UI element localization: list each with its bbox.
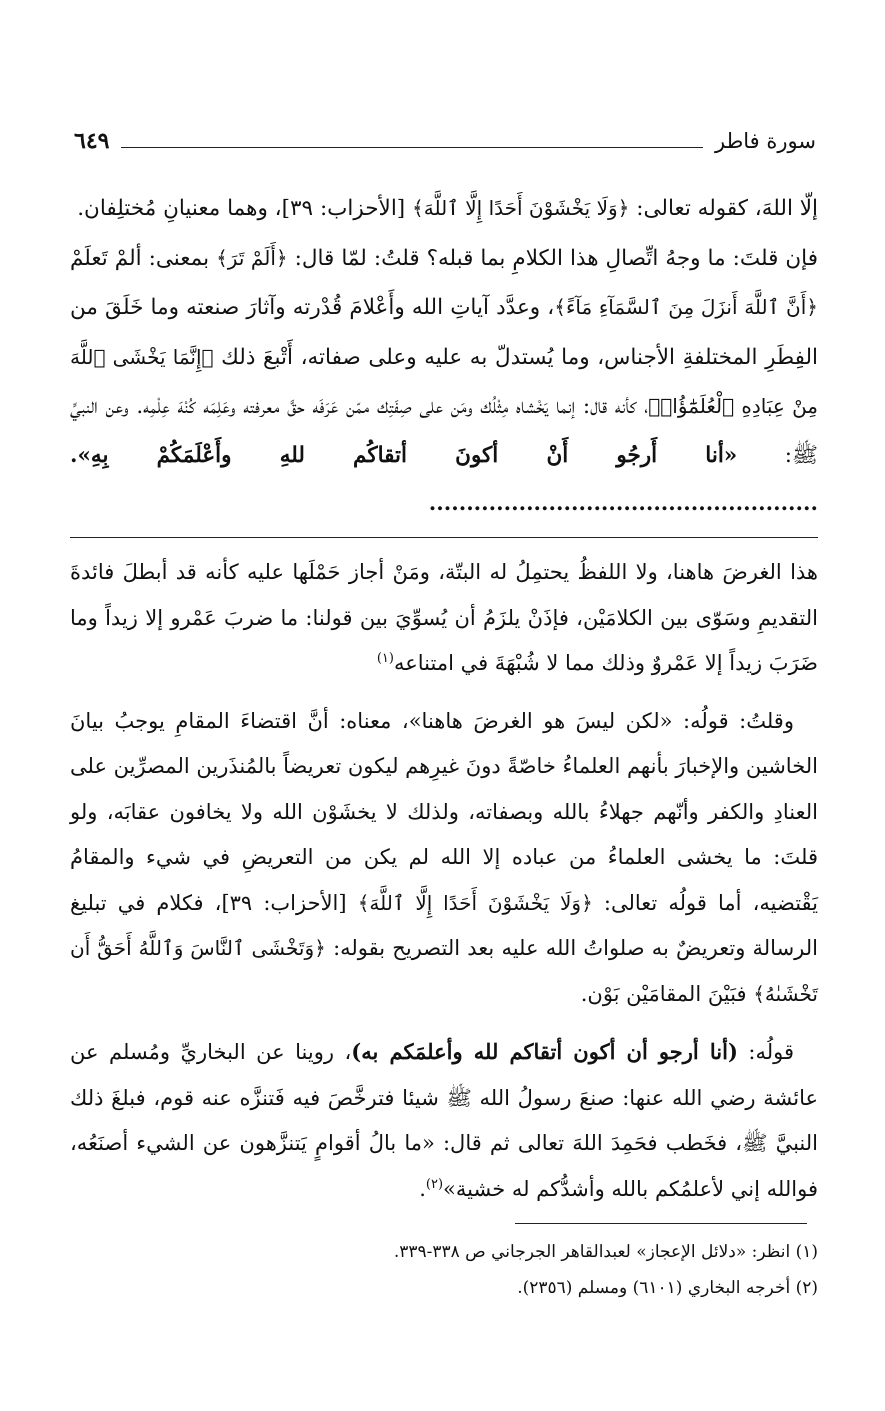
- text-segment: فإن قلتَ: ما وجهُ اتِّصالِ هذا الكلامِ بما قبله؟ قلتُ: لمّا قال:: [287, 245, 818, 271]
- footnote-1: (١) انظر: «دلائل الإعجاز» لعبدالقاهر الجرجاني ص ٣٣٨-٣٣٩.: [393, 1242, 818, 1262]
- text-divider: [70, 537, 818, 538]
- text-segment: إلّا اللهَ، كقوله تعالى:: [629, 196, 818, 221]
- text-segment: [الأحزاب: ٣٩]، فكلام في تبليغ الرسالة وتعريضٌ به صلواتُ الله عليه بعد التصريح بقوله:: [70, 890, 818, 960]
- main-paragraph-2: [70, 234, 818, 529]
- text-segment: ، وعدَّد آياتِ الله وأَعْلامَ قُدْرته وآثارَ صنعته وما خَلَقَ من الفِطَرِ المختلفةِ الأجناس، وما يُستدلّ به عليه وعلى صفاته، أَتْبعَ ذلك: [70, 295, 818, 370]
- text-segment: قولُه:: [737, 1040, 795, 1064]
- main-paragraph-1: [70, 184, 818, 234]
- footnote-rule: [515, 1223, 807, 1224]
- quran-verse: ﴿وَتَخْشَى ٱلنَّاسَ وَٱللَّهُ أَحَقُّ أَن تَخْشَىٰهُ﴾: [70, 936, 818, 1006]
- commentary-paragraph-3: [70, 1029, 818, 1212]
- quran-verse: ﴿أَنَّ ٱللَّهَ أَنزَلَ مِنَ ٱلسَّمَآءِ مَآءً﴾: [554, 295, 818, 319]
- header-rule: [121, 147, 703, 148]
- text-segment: وقلتُ: قولُه: «لكن ليسَ هو الغرضَ هاهنا»، معناه: أنَّ اقتضاءَ المقامِ يوجبُ بيانَ الخاشين والإخبارَ بأنهم العلماءُ خاصّةً دونَ غيرِهم ليكون تعريضاً بالمُنذَرين المصرِّين على العنادِ والكفر وأنّهم جهلاءُ بالله وبصفاته، ولذلك لا يخشَوْن الله ولا يخافون عقابَه، ولو قلتَ: ما يخشى العلماءُ من عباده إلا الله لم يكن من التعريضِ في شيء والمقامُ يَقْتضيه، أما قولُه تعالى:: [70, 708, 818, 915]
- surah-title: سورة فاطر: [714, 129, 816, 153]
- commentary-text: [70, 550, 818, 1224]
- quran-verse: ﴿أَلَمْ تَرَ﴾: [216, 245, 288, 270]
- footnotes: [70, 1234, 818, 1306]
- text-segment: بمعنى: ألمْ تَعلَمْ: [70, 245, 217, 271]
- text-segment: هذا الغرضَ هاهنا، ولا اللفظُ يحتمِلُ له البتّة، ومَنْ أجاز حَمْلَها عليه كأنه قد أبطلَ فائدةَ التقديمِ وسَوّى بين الكلامَيْن، فإذَنْ يلزَمُ أن يُسوِّيَ بين قولنا: ما ضربَ عَمْرو إلا زيداً وما ضَرَبَ زيداً إلا عَمْروٌ وذلك مما لا شُبْهَةَ في امتناعه: [70, 560, 818, 675]
- text-segment: ، روينا عن البخاريِّ ومُسلم عن عائشة رضي الله عنها: صنعَ رسولُ الله ﷺ شيئا فترخَّصَ فيه فَتنزَّه عنه قوم، فبلغَ ذلك النبيَّ ﷺ، فخَطب فحَمِدَ اللهَ تعالى ثم قال: «ما بالُ أقوامٍ يَتنزَّهون عن الشيء أصنَعُه، فوالله إني لأعلمُكم بالله وأشدُّكم له خشية»: [70, 1040, 818, 1201]
- hadith-quote: «أنا أَرجُو أَنْ أكونَ أتقاكُم للهِ وأَعْلَمَكُمْ بِهِ».: [70, 442, 738, 468]
- text-segment: [الأحزاب: ٣٩]، وهما معنيانِ مُختلِفان.: [77, 196, 413, 221]
- quran-verse: ﴿وَلَا يَخْشَوْنَ أَحَدًا إِلَّا ٱللَّهَ﴾: [412, 196, 630, 220]
- text-segment: .: [419, 1176, 426, 1201]
- footnote-2: (٢) أخرجه البخاري (٦١٠١) ومسلم (٢٣٥٦).: [517, 1278, 818, 1298]
- hadith-quote: (أنا أرجو أن أكون أتقاكم لله وأعلمَكم به): [351, 1039, 738, 1064]
- running-head: [74, 124, 816, 158]
- dotted-leader: ....................................................: [428, 491, 818, 516]
- quran-verse: ﴿إِنَّمَا يَخْشَى ٱللَّهَ مِنْ عِبَادِهِ ٱلْعُلَمَٰٓؤُا۟﴾: [70, 344, 819, 418]
- footnote-marker: (٢): [425, 1176, 444, 1192]
- page-number: ٦٤٩: [74, 128, 110, 154]
- text-segment: ، كأنه قال: إنما يَخْشاه مِثْلُك ومَن على صِفَتِك ممّن عَرَفَه حقَّ معرفته وعَلِمَه كُنْهَ عِلْمِه. وعن النبيِّ ﷺ:: [70, 394, 818, 468]
- commentary-paragraph-1: [70, 550, 818, 687]
- main-text: [70, 184, 818, 529]
- text-segment: فبَيْنَ المقامَيْن بَوْن.: [580, 981, 754, 1006]
- commentary-paragraph-2: [70, 699, 818, 1018]
- footnote-marker: (١): [376, 651, 394, 666]
- quran-verse: ﴿وَلَا يَخْشَوْنَ أَحَدًا إِلَّا ٱللَّهَ﴾: [357, 890, 593, 915]
